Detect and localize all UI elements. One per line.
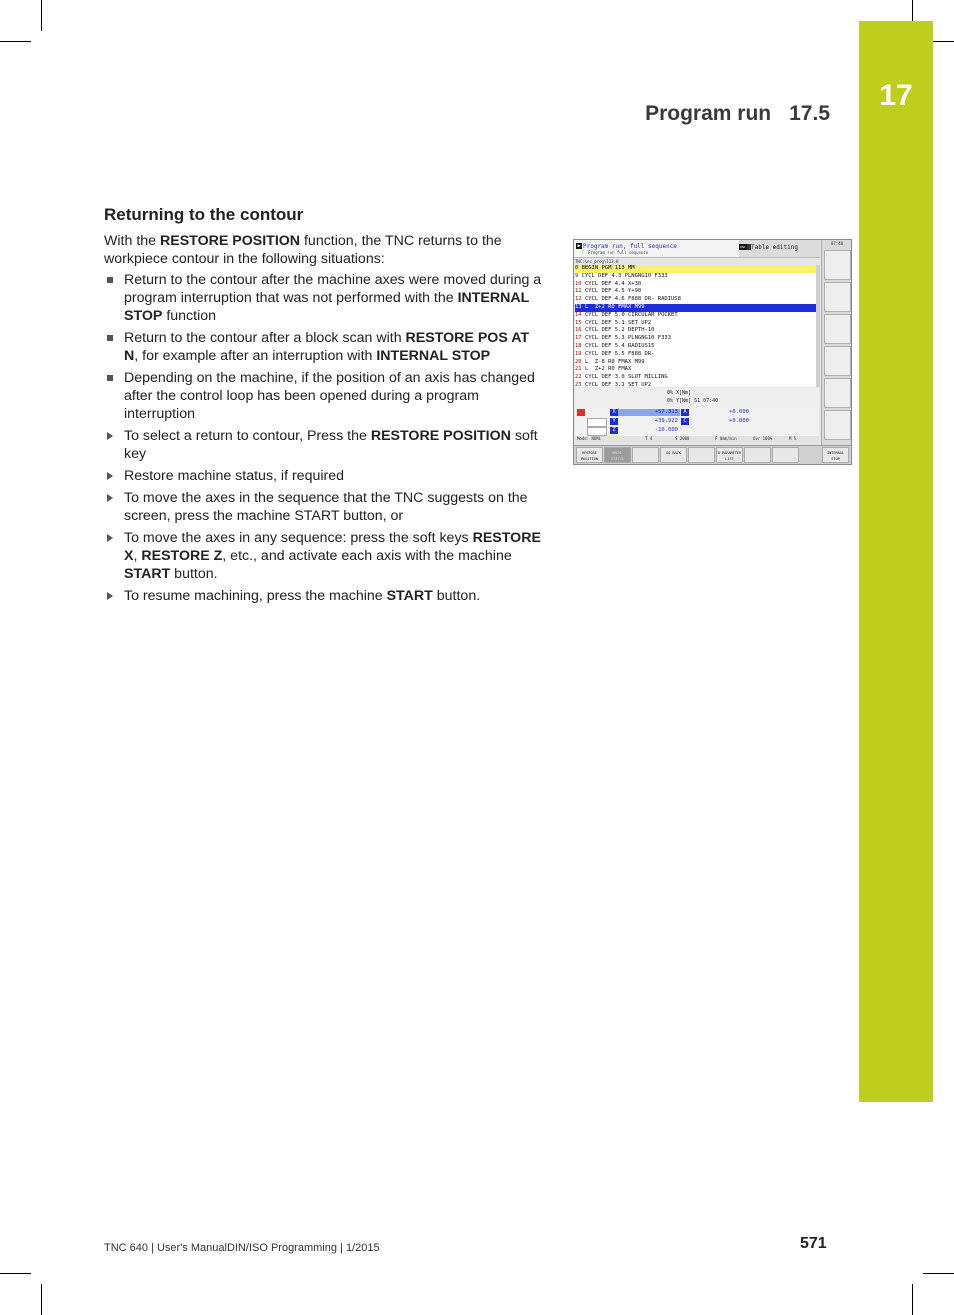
block-number: 12 [575,296,582,303]
block-number: 20 [575,358,582,365]
feed-tool: T 4 [645,436,653,441]
program-line [575,312,819,320]
side-softkey[interactable] [824,250,851,280]
mode-header [574,240,820,258]
q-parameter-softkey[interactable]: Q PARAMETER LIST [716,447,743,463]
chapter-tab [859,21,933,1102]
axis-value: +0.000 [689,409,749,416]
text-run: Restore machine status, if required [124,468,345,484]
block-text: CYCL DEF 3.1 SET UP2 [584,381,652,388]
text-run: To move the axes in the sequence that the TNC suggests on the screen, press the machine START button, or [124,490,528,524]
side-softkey[interactable] [824,282,851,312]
program-line [575,359,819,367]
table-editing-tab[interactable] [739,240,820,257]
feed-override: Ovr 100% [753,436,773,441]
axis-label: X [610,409,618,416]
axis-label: Z [610,427,618,434]
text-run: function [162,308,217,324]
program-line: 0 BEGIN PGM 113 MM [575,265,819,273]
program-line [575,327,819,335]
text-run: button. [170,566,218,582]
bold-run: RESTORE POSITION [370,428,511,444]
softkey-empty[interactable] [632,447,659,463]
program-line-active [575,304,819,312]
block-number: 17 [575,335,582,342]
position-display [575,408,819,436]
softkey-empty[interactable] [744,447,771,463]
status-line: 0% X[Nm] [667,390,692,396]
bold-run: START [124,566,171,582]
step-list [104,427,546,605]
block-text: CYCL DEF 5.2 DEPTH-10 [584,327,655,334]
crop-mark [912,1284,913,1315]
crop-mark [923,1273,954,1274]
axis-value: +0.000 [689,418,749,425]
program-line [575,320,819,328]
axis-label: Y [610,418,618,425]
block-number: 21 [575,366,582,373]
block-text: CYCL DEF 5.3 PLNGNG10 F333 [584,335,672,342]
status-line: 0% Y[Nm] S1 07:40 [667,398,719,404]
block-number: 18 [575,342,582,349]
block-text: L Z+2 R0 FMAX [584,366,632,373]
block-number: 14 [575,311,582,318]
program-line [575,335,819,343]
intro-paragraph [104,232,546,268]
text-run: soft key [124,428,538,462]
text-run: To move the axes in any sequence: press the soft keys [124,530,473,546]
side-softkey[interactable] [824,410,851,440]
restore-position-softkey[interactable]: RESTORE POSITION [576,447,603,463]
section-title: Returning to the contour [104,205,304,224]
crop-mark [41,1284,42,1315]
page-number: 571 [800,1235,827,1252]
program-line [575,288,819,296]
program-listing[interactable] [575,265,819,387]
footer-text: TNC 640 | User's ManualDIN/ISO Programming | 1/2015 [104,1242,380,1254]
operating-submode: Program run full sequence [588,250,649,255]
program-line [575,366,819,374]
internal-stop-softkey[interactable]: INTERNAL STOP [822,447,849,463]
program-run-icon: ▶ [577,243,581,249]
bold-run: INTERNAL STOP [124,290,530,324]
block-text: L Z+2 R0 FMAX M99 [584,303,645,310]
step-item [104,587,546,605]
block-number: 19 [575,350,582,357]
block-number: 9 [575,272,579,279]
softkey-bar [574,445,851,465]
chapter-number: 17 [879,79,913,112]
list-item [104,369,546,423]
block-number: 11 [575,288,582,295]
text-run: To select a return to contour, Press the [124,428,371,444]
stop-icon [577,409,585,416]
block-text: CYCL DEF 5.0 CIRCULAR POCKET [584,311,678,318]
side-softkey[interactable] [824,346,851,376]
text-run: , etc., and activate each axis with the machine [222,548,512,564]
block-number: 22 [575,374,582,381]
softkey-empty[interactable] [772,447,799,463]
block-text: CYCL DEF 5.5 F888 DR- [584,350,655,357]
block-text: CYCL DEF 4.3 PLNGNG10 F333 [581,272,668,279]
list-item [104,271,546,325]
program-scrollbar[interactable] [816,265,820,387]
operating-mode: Program run, full sequence [583,243,677,250]
clock: 07:40 [830,241,844,246]
block-text: CYCL DEF 4.5 Y+90 [584,288,642,295]
step-item [104,489,546,525]
feed-spindle: S 2000 [675,436,690,441]
block-number: 15 [575,319,582,326]
side-softkey[interactable] [824,378,851,408]
bold-run: RESTORE Z [141,548,223,564]
list-item [104,329,546,365]
text-run: function, the TNC returns to the workpiece contour in the following situations: [104,233,502,267]
text-run: button. [432,588,481,604]
block-text: CYCL DEF 4.6 F888 DR- RADIUS8 [584,296,681,303]
text-run: , for example after an interruption with [134,348,377,364]
bold-run: INTERNAL STOP [376,348,491,364]
text-run: With the [104,233,160,249]
crop-mark [41,0,42,31]
block-number: 16 [575,327,582,334]
block-text: CYCL DEF 4.4 X+30 [584,280,642,287]
block-text: CYCL DEF 5.4 RADIUS15 [584,342,655,349]
block-number: 10 [575,280,582,287]
situation-list [104,271,546,423]
program-line [575,351,819,359]
axis-label: C [681,418,689,425]
feed-m: M 5 [789,436,797,441]
axis-value: +57.313 [618,409,680,416]
program-line [575,273,819,281]
block-number: 13 [575,303,582,310]
table-editing-label: Table editing [751,244,798,251]
feed-rate: F 0mm/min [715,436,737,441]
running-head-section: 17.5 [789,102,830,125]
block-text: CYCL DEF 3.0 SLOT MILLING [584,374,668,381]
status-boxes [587,418,607,427]
tnc-screenshot [573,239,852,465]
step-item [104,467,546,485]
go-back-softkey[interactable]: GO BACK [660,447,687,463]
machine-status-softkey[interactable]: MACH. STATUS [604,447,631,463]
axis-value: +39.922 [654,418,678,424]
body-text [104,232,546,609]
axis-value: -10.000 [654,427,678,433]
program-line [575,374,819,382]
bold-run: RESTORE POSITION [159,233,301,249]
bold-run: START [386,588,433,604]
crop-mark [0,1273,31,1274]
side-softkey[interactable] [824,314,851,344]
running-head-title: Program run [645,102,772,125]
text-run: Depending on the machine, if the position of an axis has changed after the control loop has been opened during a program interruption [124,370,535,422]
text-run: , [133,548,142,564]
bold-run: RESTORE POS AT N [124,330,530,364]
text-run: Return to the contour after the machine axes were moved during a program interruption that was not performed with the [124,272,542,306]
status-panel [575,388,819,408]
program-path: TNC:\nc_prog\113.H [575,259,619,264]
program-line [575,281,819,289]
feed-mode: Mode: NOML [577,436,602,441]
block-text: L Z-8 R0 FMAX M99 [584,358,645,365]
step-item [104,427,546,463]
bold-run: RESTORE X [124,530,541,564]
block-text: CYCL DEF 5.1 SET UP2 [584,319,652,326]
running-head [645,102,830,126]
axis-label: A [681,409,689,416]
text-run: To resume machining, press the machine [124,588,387,604]
crop-mark [0,41,31,42]
status-boxes [587,427,607,436]
dnc-icon: DNC [740,245,746,249]
vertical-softkey-bar [821,240,852,464]
program-line [575,343,819,351]
text-run: Return to the contour after a block scan with [124,330,406,346]
program-line [575,296,819,304]
step-item [104,529,546,583]
softkey-empty[interactable] [688,447,715,463]
block-number: 23 [575,381,582,388]
feed-bar [575,436,819,442]
